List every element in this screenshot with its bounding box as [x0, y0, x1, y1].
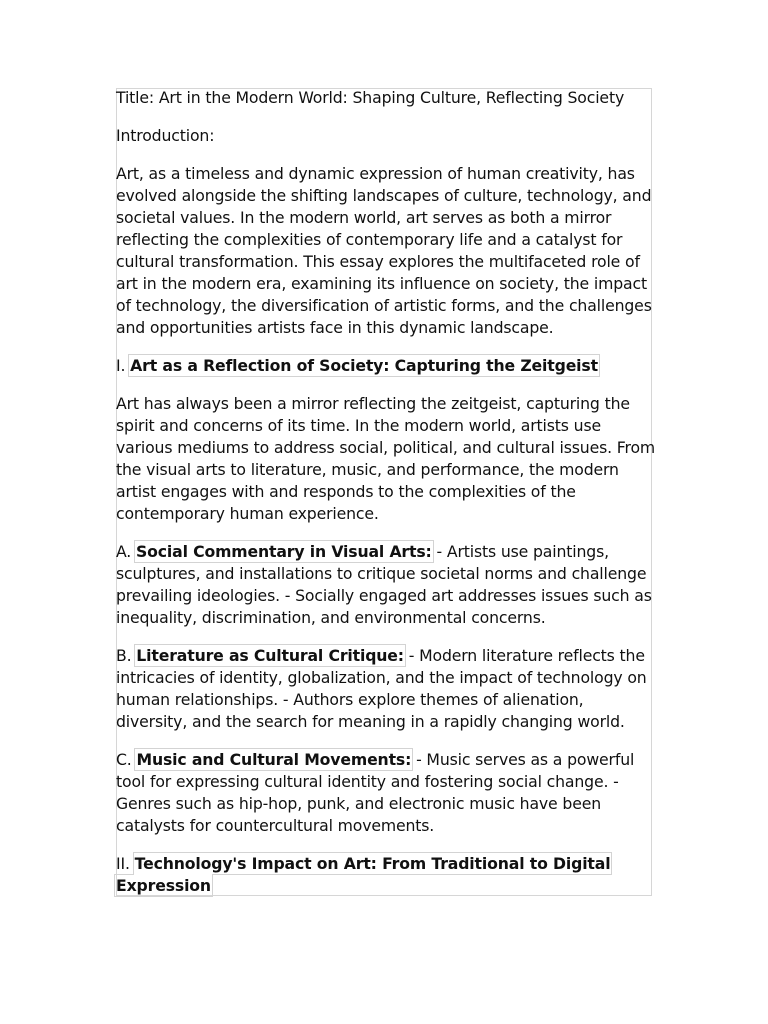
subsection-b-prefix: B. — [116, 646, 137, 665]
subsection-c-heading: Music and Cultural Movements: — [136, 750, 412, 769]
subsection-b — [116, 645, 656, 733]
section-1-prefix: I. — [116, 356, 131, 375]
subsection-a-heading: Social Commentary in Visual Arts: — [135, 542, 432, 561]
intro-label: Introduction: — [116, 126, 215, 145]
subsection-a — [116, 541, 656, 629]
section-2-heading-line — [116, 853, 656, 897]
section-1-paragraph: Art has always been a mirror reflecting the zeitgeist, capturing the spirit and concerns of its time. In the modern world, artists use various mediums to address social, political, and cultural issues. From the visual arts to literature, music, and performance, the modern artist engages with and responds to the complexities of the contemporary human experience. — [116, 394, 656, 523]
intro-paragraph: Art, as a timeless and dynamic expression of human creativity, has evolved alongside the shifting landscapes of culture, technology, and societal values. In the modern world, art serves as both a mirror reflecting the complexities of contemporary life and a catalyst for cultural transformation. This essay explores the multifaceted role of art in the modern era, examining its influence on society, the impact of technology, the diversification of artistic forms, and the challenges and opportunities artists face in this dynamic landscape. — [116, 164, 652, 337]
section-1-heading-line — [116, 355, 656, 377]
document-body — [116, 87, 656, 913]
section-2-heading: Technology's Impact on Art: From Traditional to Digital Expression — [116, 854, 611, 895]
section-2-prefix: II. — [116, 854, 135, 873]
subsection-a-prefix: A. — [116, 542, 136, 561]
subsection-a-text: - Artists use paintings, sculptures, and installations to critique societal norms and challenge prevailing ideologies. - Socially engaged art addresses issues such as inequality, discrimination, and environmental concerns. — [116, 542, 652, 627]
subsection-b-text: - Modern literature reflects the intricacies of identity, globalization, and the impact of technology on human relationships. - Authors explore themes of alienation, diversity, and the search for meaning in a rapidly changing world. — [116, 646, 647, 731]
document-title: Title: Art in the Modern World: Shaping Culture, Reflecting Society — [116, 88, 625, 107]
section-1-heading: Art as a Reflection of Society: Capturing the Zeitgeist — [130, 356, 598, 375]
subsection-c — [116, 749, 656, 837]
subsection-c-text: - Music serves as a powerful tool for expressing cultural identity and fostering social change. - Genres such as hip-hop, punk, and electronic music have been catalysts for countercultural movements. — [116, 750, 635, 835]
subsection-b-heading: Literature as Cultural Critique: — [136, 646, 404, 665]
subsection-c-prefix: C. — [116, 750, 137, 769]
